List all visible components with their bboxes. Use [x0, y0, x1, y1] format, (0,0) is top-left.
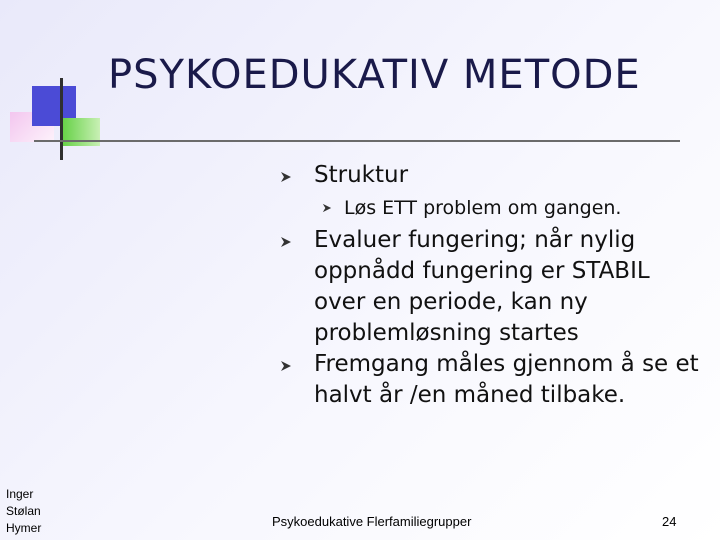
bullet-item: [276, 225, 706, 349]
author-line: Inger: [6, 487, 34, 501]
author-line: Stølan: [6, 504, 41, 518]
footer-author: [6, 486, 66, 537]
bullet-text: Evaluer fungering; når nylig oppnådd fungering er STABIL over en periode, kan ny problemløsning startes: [314, 227, 650, 346]
slide-title: PSYKOEDUKATIV METODE: [108, 52, 641, 98]
arrow-bullet-icon: [280, 236, 292, 248]
arrow-bullet-icon: [280, 360, 292, 372]
sub-bullet-text: Løs ETT problem om gangen.: [344, 197, 622, 219]
title-underline: [34, 140, 680, 142]
bullet-item: [276, 349, 706, 411]
author-line: Hymer: [6, 521, 42, 535]
slide-content: [276, 160, 706, 411]
footer-center-text: Psykoedukative Flerfamiliegrupper: [272, 514, 472, 529]
bullet-text: Fremgang måles gjennom å se et halvt år /en måned tilbake.: [314, 351, 699, 408]
page-number: 24: [662, 514, 677, 529]
decorative-vertical-line: [60, 78, 63, 160]
arrow-bullet-icon: [322, 203, 334, 215]
sub-bullet-item: [276, 195, 706, 221]
bullet-item: [276, 160, 706, 191]
bullet-text: Struktur: [314, 162, 409, 188]
arrow-bullet-icon: [280, 171, 292, 183]
